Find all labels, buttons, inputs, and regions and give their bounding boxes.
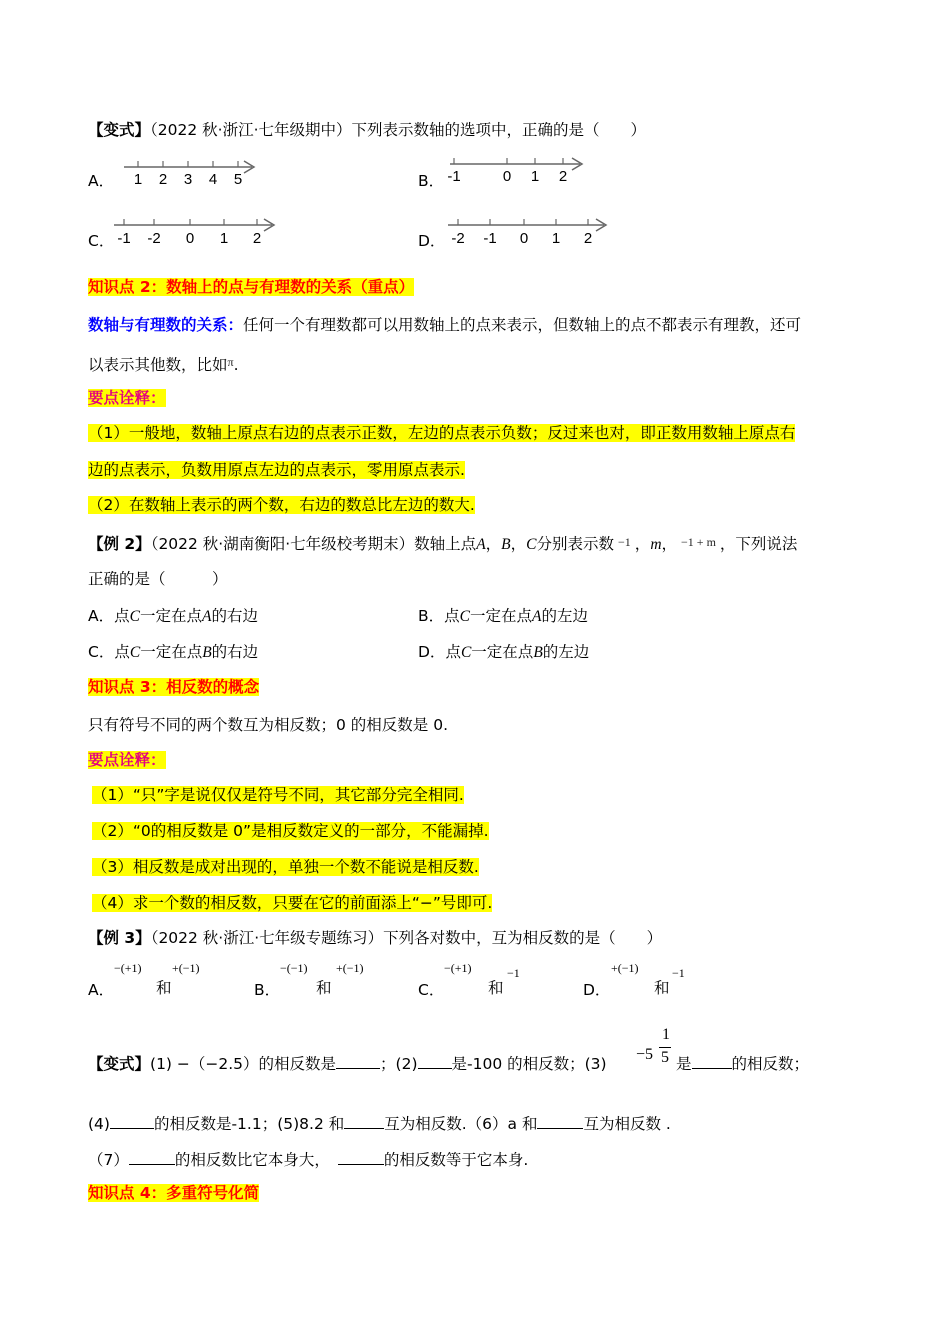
kp3-note1 bbox=[92, 784, 464, 806]
mixed-numerator: 1 bbox=[662, 1026, 670, 1043]
answer-blank[interactable] bbox=[129, 1146, 175, 1165]
tick-label: 1 bbox=[551, 230, 561, 247]
variant2-p5: 的相反数； bbox=[731, 1055, 810, 1073]
tick-label: 1 bbox=[219, 230, 229, 247]
option-text: 一定在点 bbox=[140, 643, 203, 661]
tick-label: 1 bbox=[530, 168, 540, 185]
number-line-d bbox=[444, 208, 614, 250]
tick-label: 0 bbox=[502, 168, 512, 185]
example2-text-a: 数轴上点 bbox=[414, 535, 477, 553]
number-line-c bbox=[112, 208, 282, 250]
option-text: 点 bbox=[114, 643, 130, 661]
point-b: B bbox=[501, 536, 511, 553]
option-letter: B． bbox=[254, 981, 281, 999]
example3-question-text: （2022 秋·浙江·七年级专题练习）下列各对数中，互为相反数的是（ ） bbox=[150, 929, 663, 947]
kp2-note2-text: （2）在数轴上表示的两个数，右边的数总比左边的数大. bbox=[88, 496, 475, 514]
option-point: C bbox=[460, 644, 472, 661]
variant1-option-b-label: B． bbox=[418, 172, 445, 190]
variant1-option-a-label: A． bbox=[88, 172, 115, 190]
option-point: B bbox=[202, 644, 212, 661]
option-left-expr: −(−1) bbox=[280, 961, 308, 975]
variant1-option-d-label: D． bbox=[418, 232, 446, 250]
variant2-line3-c: 的相反数等于它本身. bbox=[383, 1151, 529, 1169]
comma: ， bbox=[510, 535, 527, 553]
kp3-notes-title bbox=[88, 749, 166, 771]
option-left-expr: +(−1) bbox=[611, 961, 639, 975]
variant2-p4: 是 bbox=[676, 1055, 692, 1073]
example2-option-c bbox=[88, 640, 258, 662]
tick-label: 0 bbox=[185, 230, 195, 247]
option-text: 一定在点 bbox=[471, 643, 534, 661]
answer-blank[interactable] bbox=[418, 1050, 452, 1069]
example2-option-b bbox=[418, 604, 588, 626]
kp2-title bbox=[88, 276, 414, 298]
kp4-title-text: 知识点 4：多重符号化简 bbox=[88, 1184, 260, 1202]
option-and: 和 bbox=[156, 979, 172, 997]
tick-label: 3 bbox=[183, 171, 193, 188]
number-line-a bbox=[118, 150, 263, 190]
option-text: 的右边 bbox=[211, 643, 259, 661]
example2-question bbox=[88, 531, 797, 556]
comma: ， bbox=[661, 535, 678, 553]
option-point: B bbox=[533, 644, 543, 661]
kp2-relation-text2: 以表示其他数，比如 bbox=[88, 356, 228, 374]
kp2-notes-title-text: 要点诠释： bbox=[88, 389, 166, 407]
tick-label: -1 bbox=[117, 230, 131, 247]
variant1-question-text: （2022 秋·浙江·七年级期中）下列表示数轴的选项中，正确的是（ ） bbox=[150, 121, 646, 139]
option-point: C bbox=[129, 608, 140, 625]
option-letter: B． bbox=[418, 607, 445, 625]
point-a: A bbox=[476, 536, 486, 553]
option-right-expr: +(−1) bbox=[172, 961, 200, 975]
kp2-note1b bbox=[88, 459, 465, 481]
fraction-bar bbox=[659, 1047, 671, 1048]
option-point: C bbox=[129, 644, 141, 661]
option-letter: C． bbox=[88, 643, 115, 661]
tick-label: -1 bbox=[447, 168, 461, 185]
comma: ， bbox=[634, 535, 651, 553]
kp2-note1a bbox=[88, 422, 795, 444]
example2-tag: 【例 2】 bbox=[88, 535, 151, 553]
option-left-expr: −(+1) bbox=[114, 961, 142, 975]
tick-label: -2 bbox=[451, 230, 465, 247]
answer-blank[interactable] bbox=[338, 1146, 384, 1165]
option-text: 点 bbox=[444, 607, 460, 625]
option-right-expr: −1 bbox=[672, 966, 685, 980]
option-text: 点 bbox=[114, 607, 130, 625]
variant2-line1 bbox=[88, 1050, 607, 1075]
answer-blank[interactable] bbox=[692, 1050, 732, 1069]
option-letter: D． bbox=[583, 981, 611, 999]
kp2-title-text: 知识点 2：数轴上的点与有理数的关系（重点） bbox=[88, 278, 415, 296]
option-text: 的左边 bbox=[541, 607, 588, 625]
variant2-line2 bbox=[88, 1110, 671, 1135]
number-line-b bbox=[444, 150, 589, 190]
variant1-question bbox=[88, 119, 646, 141]
mixed-whole: −5 bbox=[636, 1046, 654, 1063]
kp2-note2 bbox=[88, 494, 475, 516]
variant2-line2-d: 互为相反数 . bbox=[583, 1115, 671, 1133]
option-text: 一定在点 bbox=[470, 607, 533, 625]
tick-label: 2 bbox=[558, 168, 568, 185]
kp3-title bbox=[88, 676, 259, 698]
example2-text-c: ，下列说法 bbox=[719, 535, 798, 553]
tick-label: 5 bbox=[233, 171, 243, 188]
tick-label: -2 bbox=[147, 230, 161, 247]
comma: ， bbox=[485, 535, 502, 553]
kp2-notes-title bbox=[88, 387, 166, 409]
tick-label: -1 bbox=[483, 230, 497, 247]
kp2-relation-label: 数轴与有理数的关系： bbox=[88, 316, 244, 334]
option-letter: C． bbox=[418, 981, 445, 999]
kp3-title-text: 知识点 3：相反数的概念 bbox=[88, 678, 260, 696]
kp3-note3 bbox=[92, 856, 479, 878]
option-right-expr: −1 bbox=[507, 966, 520, 980]
answer-blank[interactable] bbox=[537, 1110, 583, 1129]
option-right-expr: +(−1) bbox=[336, 961, 364, 975]
variant2-line2-c: 互为相反数.（6）a 和 bbox=[384, 1115, 538, 1133]
kp2-relation bbox=[88, 314, 801, 336]
example2-option-a bbox=[88, 604, 258, 626]
tick-label: 2 bbox=[583, 230, 593, 247]
kp2-relation-text1: 任何一个有理数都可以用数轴上的点来表示，但数轴上的点不都表示有理教，还可 bbox=[243, 316, 802, 334]
tick-label: 1 bbox=[133, 171, 143, 188]
option-text: 的右边 bbox=[211, 607, 258, 625]
var-m: m bbox=[650, 536, 662, 553]
example2-text-b: 分别表示数 bbox=[536, 535, 615, 553]
variant2-p1: (1) −（−2.5）的相反数是 bbox=[150, 1055, 337, 1073]
variant2-line3 bbox=[88, 1146, 528, 1171]
kp3-note3-text: （3）相反数是成对出现的，单独一个数不能说是相反数. bbox=[92, 858, 479, 876]
option-left-expr: −(+1) bbox=[444, 961, 472, 975]
pi-symbol: π bbox=[227, 355, 234, 369]
tick-label: 0 bbox=[519, 230, 529, 247]
variant2-tag: 【变式】 bbox=[88, 1055, 151, 1073]
variant1-tag: 【变式】 bbox=[88, 121, 151, 139]
example2-line2: 正确的是（ ） bbox=[88, 570, 228, 588]
option-point: A bbox=[532, 608, 542, 625]
kp2-note1b-text: 边的点表示，负数用原点左边的点表示，零用原点表示. bbox=[88, 461, 465, 479]
expr-neg1-plus-m: −1 + m bbox=[681, 535, 716, 549]
option-point: C bbox=[459, 608, 470, 625]
variant2-line3-b: 的相反数比它本身大， bbox=[174, 1151, 330, 1169]
option-text: 一定在点 bbox=[139, 607, 202, 625]
kp3-note2-text: （2）“0的相反数是 0”是相反数定义的一部分，不能漏掉. bbox=[92, 822, 489, 840]
answer-blank[interactable] bbox=[336, 1050, 380, 1069]
kp3-notes-title-text: 要点诠释： bbox=[88, 751, 166, 769]
neg-one: −1 bbox=[618, 535, 631, 549]
mixed-denominator: 5 bbox=[661, 1049, 669, 1066]
variant2-p2: ；(2) bbox=[380, 1055, 418, 1073]
option-letter: D． bbox=[418, 643, 446, 661]
option-and: 和 bbox=[654, 979, 670, 997]
kp3-note2 bbox=[92, 820, 489, 842]
point-c: C bbox=[526, 536, 537, 553]
option-text: 的左边 bbox=[542, 643, 590, 661]
option-letter: A． bbox=[88, 981, 115, 999]
example2-option-d bbox=[418, 640, 589, 662]
kp2-note1a-text: （1）一般地，数轴上原点右边的点表示正数，左边的点表示负数；反过来也对，即正数用数轴上原点右 bbox=[88, 424, 796, 442]
answer-blank[interactable] bbox=[344, 1110, 384, 1129]
kp2-period: . bbox=[233, 356, 239, 374]
option-and: 和 bbox=[488, 979, 504, 997]
example3-question bbox=[88, 927, 662, 949]
kp4-title bbox=[88, 1182, 259, 1204]
kp3-definition: 只有符号不同的两个数互为相反数；0 的相反数是 0. bbox=[88, 716, 449, 734]
variant1-option-c-label: C． bbox=[88, 232, 115, 250]
variant2-line3-a: （7） bbox=[88, 1151, 129, 1169]
variant2-line2-b: 的相反数是-1.1；(5)8.2 和 bbox=[153, 1115, 345, 1133]
kp3-note1-text: （1）“只”字是说仅仅是符号不同，其它部分完全相同. bbox=[92, 786, 464, 804]
answer-blank[interactable] bbox=[110, 1110, 154, 1129]
kp3-note4-text: （4）求一个数的相反数，只要在它的前面添上“−”号即可. bbox=[92, 894, 493, 912]
option-text: 点 bbox=[445, 643, 461, 661]
option-and: 和 bbox=[316, 979, 332, 997]
tick-label: 4 bbox=[208, 171, 218, 188]
kp3-note4 bbox=[92, 892, 492, 914]
variant2-line1-tail bbox=[676, 1050, 809, 1075]
option-letter: A． bbox=[88, 607, 115, 625]
example3-tag: 【例 3】 bbox=[88, 929, 151, 947]
tick-label: 2 bbox=[252, 230, 262, 247]
tick-label: 2 bbox=[158, 171, 168, 188]
variant2-p3: 是-100 的相反数；(3) bbox=[451, 1055, 607, 1073]
variant2-line2-a: (4) bbox=[88, 1115, 110, 1133]
example2-source: （2022 秋·湖南衡阳·七年级校考期末） bbox=[150, 535, 415, 553]
kp2-relation-line2 bbox=[88, 351, 239, 376]
option-point: A bbox=[201, 608, 212, 625]
